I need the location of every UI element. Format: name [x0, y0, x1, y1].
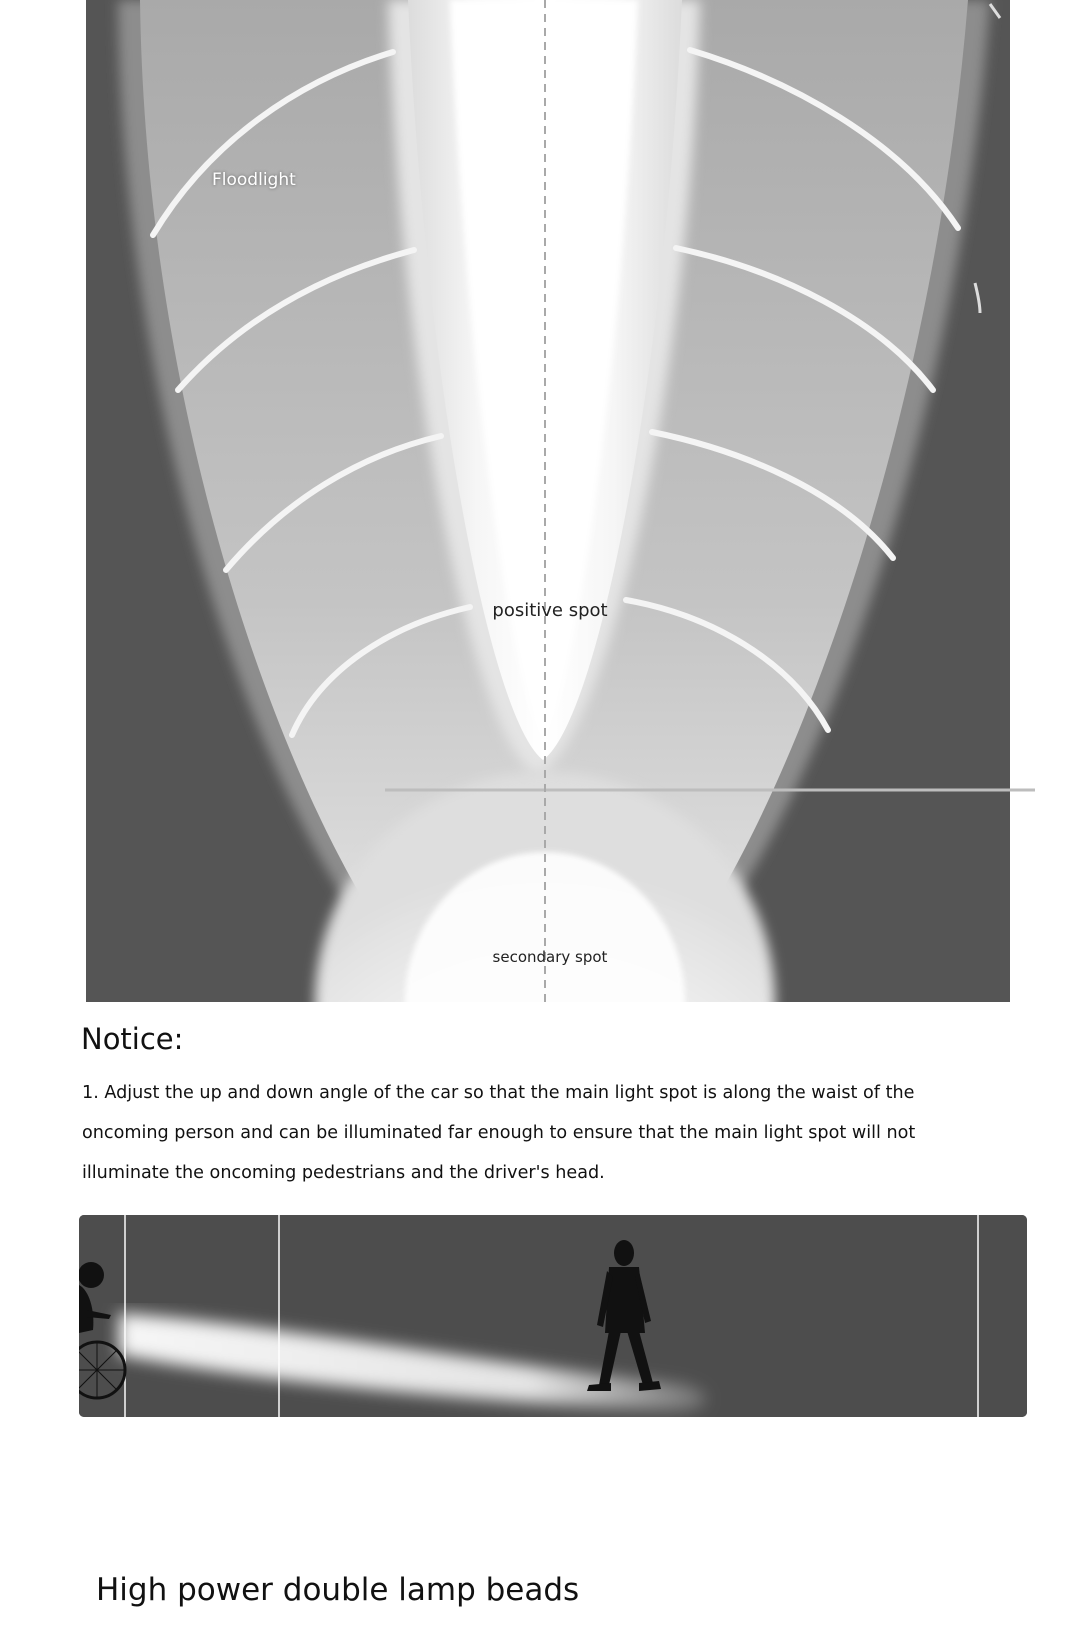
notice-text: 1. Adjust the up and down angle of the car so that the main light spot is along the waist of the oncoming person and can be illuminated far enough to ensure that the main light spot will not illuminate the oncoming pedestrians and the driver's head. — [82, 1083, 916, 1183]
floodlight-label: Floodlight — [212, 170, 296, 190]
cyclist-beam-illustration — [79, 1215, 1027, 1417]
positive-spot-label: positive spot — [492, 600, 608, 621]
section-heading: High power double lamp beads — [96, 1572, 580, 1608]
secondary-spot-label: secondary spot — [492, 948, 608, 966]
notice-title: Notice: — [81, 1022, 184, 1056]
cyclist-beam-graphic — [79, 1215, 1027, 1417]
